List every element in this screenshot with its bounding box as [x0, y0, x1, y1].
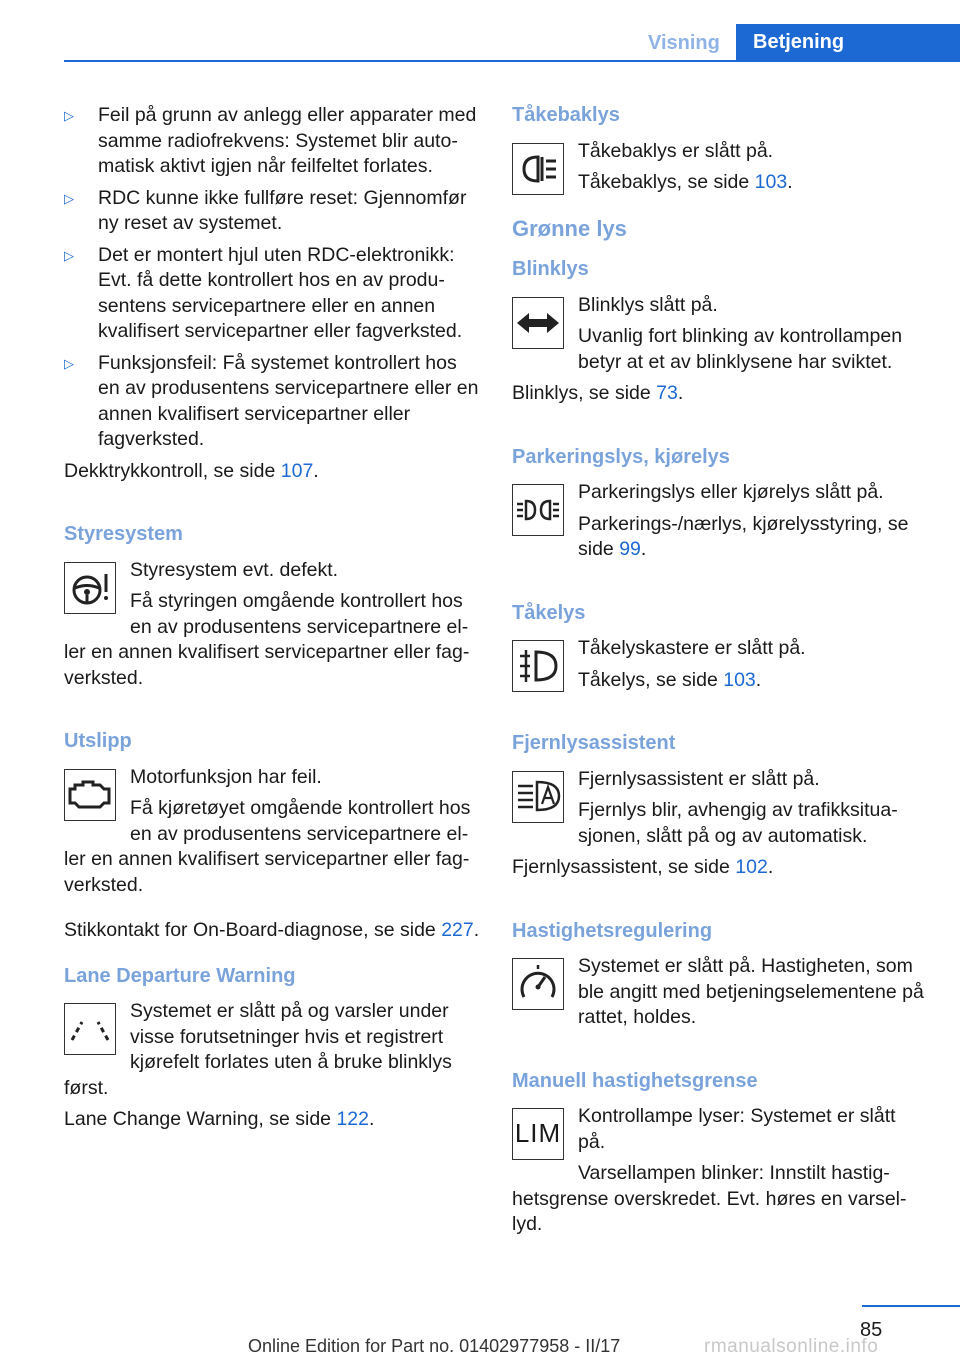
section-title-styresystem: Styresystem	[64, 523, 183, 545]
section-title-fjernlysassistent: Fjernlysassistent	[512, 732, 676, 754]
section-title-gronne-lys: Grønne lys	[512, 215, 627, 241]
bullet-triangle-icon: ▷	[64, 108, 74, 123]
engine-check-icon	[64, 769, 116, 821]
list-item-text: Det er montert hjul uten RDC-elektronikk: Evt. få dette kontrollert hos en av produsentens servicepartnere eller en annen kvalifisert servicepartner eller fagverksted.	[98, 243, 463, 342]
section-title-hastighetsregulering: Hastighetsregulering	[512, 919, 713, 942]
watermark: rmanualsonline.info	[704, 1336, 879, 1357]
list-item	[64, 186, 482, 237]
section-title-takelys: Tåkelys	[512, 601, 586, 624]
manuell-line1: Kontrollampe lyser: Systemet er slått på.	[578, 1105, 896, 1153]
dekk-reference: Dekktrykkontroll, se side 107.	[64, 459, 319, 482]
cruise-control-icon	[512, 958, 564, 1010]
lane-change-reference: Lane Change Warning, se side 122.	[64, 1108, 375, 1130]
list-item	[64, 243, 482, 345]
page-link[interactable]: 102	[735, 856, 768, 878]
fjernlys-reference: Fjernlysassistent, se side 102.	[512, 856, 774, 878]
page-link[interactable]: 103	[723, 668, 756, 691]
lane-line1: Systemet er slått på og varsler under visse forutsetninger hvis et registrert kjørefelt forlates uten å bruke blinklys først.	[64, 1000, 452, 1099]
fjernlys-line2: Fjernlys blir, avhengig av trafikksituasjonen, slått på og av automatisk.	[578, 799, 898, 847]
page-number: 85	[860, 1319, 883, 1341]
page-link[interactable]: 107	[280, 459, 314, 482]
page-link[interactable]: 122	[336, 1108, 369, 1130]
section-title-takebaklys: Tåkebaklys	[512, 104, 620, 126]
list-item-text: Funksjonsfeil: Få systemet kontrollert hos en av produsentens servicepartnere eller en annen kvalifisert servicepartner eller fagverksted.	[98, 351, 479, 450]
page-link[interactable]: 99	[619, 538, 641, 560]
takebaklys-reference: Tåkebaklys, se side 103.	[578, 171, 793, 193]
parkering-line1: Parkeringslys eller kjørelys slått på.	[578, 481, 884, 503]
blinklys-line1: Blinklys slått på.	[578, 293, 718, 316]
footer-rule	[862, 1305, 960, 1307]
styresystem-line1: Styresystem evt. defekt.	[130, 558, 339, 581]
left-column	[64, 103, 482, 1139]
rear-fog-light-icon	[512, 143, 564, 195]
tab-visning[interactable]: Visning	[648, 32, 720, 54]
diagnose-reference: Stikkontakt for On-Board-diagnose, se side 227.	[64, 919, 480, 941]
page-link[interactable]: 227	[441, 919, 474, 941]
section-title-parkeringslys: Parkeringslys, kjørelys	[512, 445, 730, 468]
list-item-text: Feil på grunn av anlegg eller apparater med samme radiofrekvens: Systemet blir automatisk aktivt igjen når feilfeltet forlates.	[98, 104, 477, 177]
utslipp-line2: Få kjøretøyet omgående kontrollert hos en av produsentens servicepartnere eller en annen kvalifisert servicepartner eller fagverksted.	[64, 797, 471, 896]
blinklys-reference: Blinklys, se side 73.	[512, 382, 684, 404]
bullet-triangle-icon: ▷	[64, 355, 74, 371]
parking-light-icon	[512, 484, 564, 536]
right-column	[512, 103, 926, 1244]
section-title-lane-departure: Lane Departure Warning	[64, 964, 296, 987]
section-title-manuell-hastighetsgrense: Manuell hastighetsgrense	[512, 1069, 758, 1092]
section-title-utslipp: Utslipp	[64, 730, 132, 752]
list-item-text: RDC kunne ikke fullføre reset: Gjennomfør ny reset av systemet.	[98, 186, 467, 234]
lim-icon-label: LIM	[514, 1118, 562, 1149]
manuell-line2: Varsellampen blinker: Innstilt hastighetsgrense overskredet. Evt. høres en varsellyd.	[512, 1162, 907, 1235]
page-link[interactable]: 103	[754, 171, 788, 193]
takelys-reference: Tåkelys, se side 103.	[578, 668, 762, 691]
hastighet-line1: Systemet er slått på. Hastigheten, som ble angitt med betjeningselementene på rattet, holdes.	[578, 955, 924, 1028]
takelys-line1: Tåkelyskastere er slått på.	[578, 637, 806, 659]
section-title-blinklys: Blinklys	[512, 258, 589, 280]
bullet-triangle-icon: ▷	[64, 190, 74, 206]
list-item	[64, 351, 482, 453]
tab-betjening[interactable]: Betjening	[736, 24, 960, 61]
parkering-reference: Parkerings-/nærlys, kjørelysstyring, se side 99.	[578, 512, 909, 560]
page-link[interactable]: 73	[656, 382, 678, 404]
bullet-triangle-icon: ▷	[64, 247, 74, 263]
front-fog-light-icon	[512, 640, 564, 692]
list-item	[64, 103, 482, 180]
steering-warning-icon	[64, 562, 116, 614]
takebaklys-line1: Tåkebaklys er slått på.	[578, 139, 774, 162]
styresystem-line2: Få styringen omgående kontrollert hos en av produsentens servicepartnere eller en annen kvalifisert servicepartner eller fagverksted.	[64, 590, 470, 689]
blinklys-line2: Uvanlig fort blinking av kontrollampen betyr at et av blinklysene har sviktet.	[578, 325, 903, 373]
speed-limiter-lim-icon	[512, 1108, 564, 1160]
lane-departure-icon	[64, 1003, 116, 1055]
high-beam-assistant-icon	[512, 771, 564, 823]
fjernlys-line1: Fjernlysassistent er slått på.	[578, 767, 820, 790]
utslipp-line1: Motorfunksjon har feil.	[130, 765, 322, 788]
edition-footer: Online Edition for Part no. 01402977958 - II/17	[248, 1336, 621, 1356]
turn-signal-icon	[512, 297, 564, 349]
